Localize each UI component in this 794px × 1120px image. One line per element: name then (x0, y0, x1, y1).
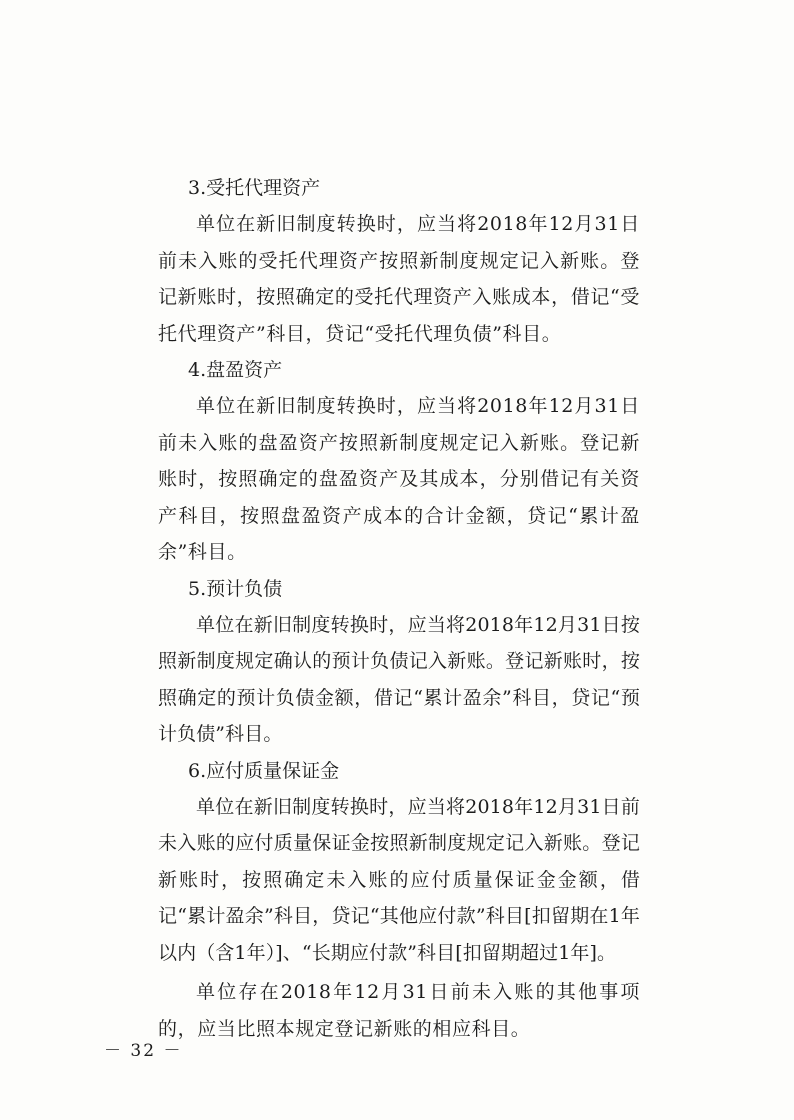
section-body-3: 单位在新旧制度转换时，应当将2018年12月31日前未入账的受托代理资产按照新制度规定记入新账。登记新账时，按照确定的受托代理资产入账成本，借记“受托代理资产”科目，贷记“受托代理负债”科目。 (158, 213, 640, 345)
section-body-4: 单位在新旧制度转换时，应当将2018年12月31日前未入账的盘盈资产按照新制度规定记入新账。登记新账时，按照确定的盘盈资产及其成本，分别借记有关资产科目，按照盘盈资产成本的合计金额，贷记“累计盈余”科目。 (158, 395, 640, 563)
section-body-5: 单位在新旧制度转换时，应当将2018年12月31日按照新制度规定确认的预计负债记入新账。登记新账时，按照确定的预计负债金额，借记“累计盈余”科目，贷记“预计负债”科目。 (158, 613, 640, 745)
section-heading-5: 5.预计负债 (188, 577, 283, 600)
section-heading-4: 4.盘盈资产 (188, 359, 283, 381)
section-heading-6: 6.应付质量保证金 (188, 759, 340, 782)
document-body (158, 170, 640, 1047)
section-heading-3: 3.受托代理资产 (188, 177, 321, 199)
closing-paragraph: 单位存在2018年12月31日前未入账的其他事项的，应当比照本规定登记新账的相应科目。 (158, 981, 640, 1040)
page-number: － 32 － (104, 1041, 183, 1061)
section-body-6: 单位在新旧制度转换时，应当将2018年12月31日前未入账的应付质量保证金按照新制度规定记入新账。登记新账时，按照确定未入账的应付质量保证金金额，借记“累计盈余”科目，贷记“其他应付款”科目[扣留期在1年以内（含1年）]、“长期应付款”科目[扣留期超过1年]。 (158, 795, 640, 964)
